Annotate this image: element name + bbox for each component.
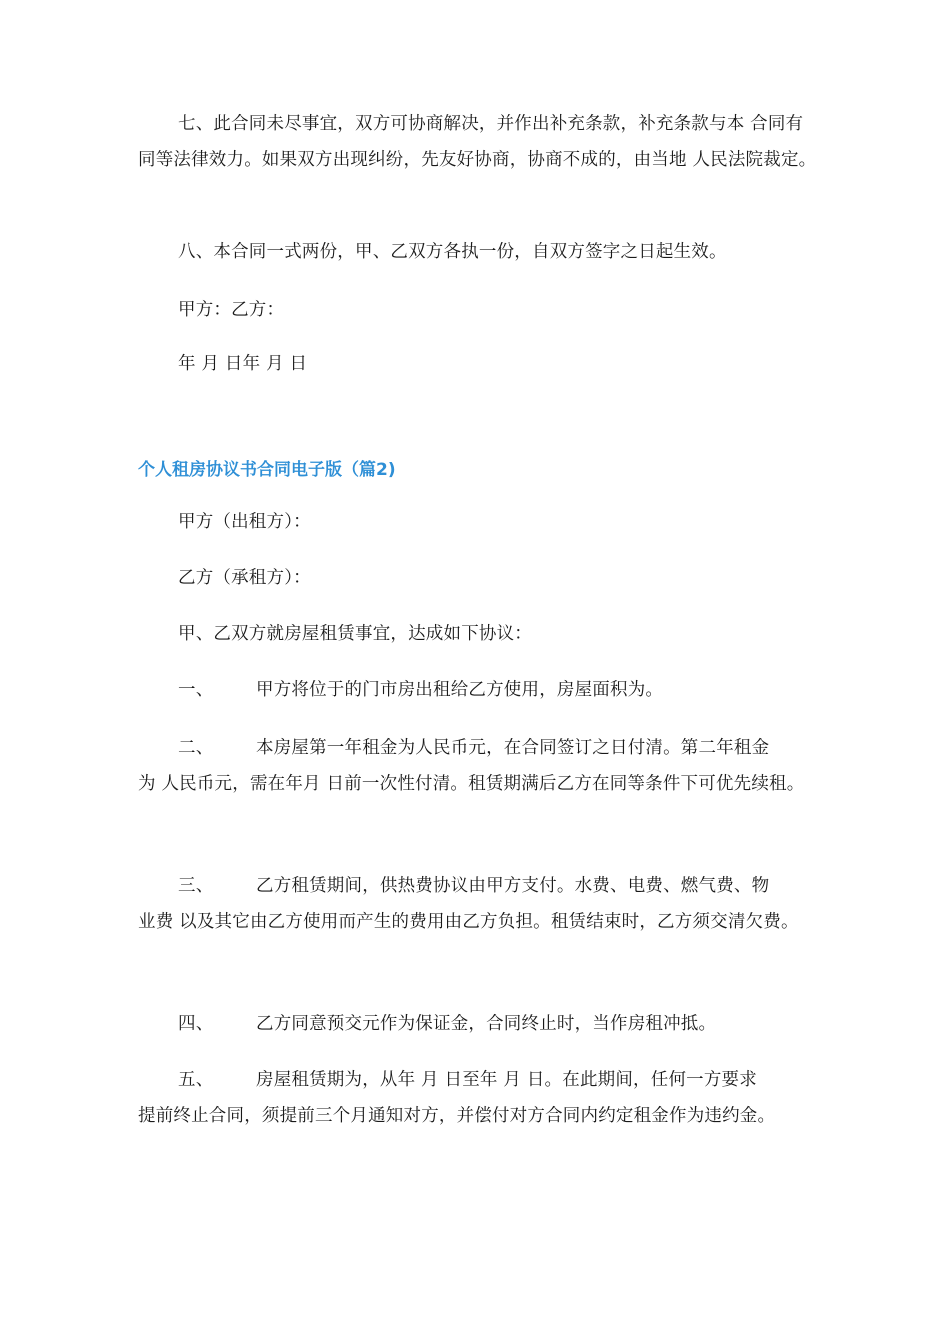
signature-dates: 年 月 日年 月 日 xyxy=(178,354,308,374)
item-two xyxy=(138,730,820,802)
item-text: 房屋租赁期为，从年 月 日至年 月 日。在此期间，任何一方要求 xyxy=(256,1070,757,1090)
item-text: 乙方同意预交元作为保证金，合同终止时，当作房租冲抵。 xyxy=(256,1014,717,1034)
item-three xyxy=(138,868,820,940)
item-number: 一、 xyxy=(178,680,214,700)
item-text: 本房屋第一年租金为人民币元，在合同签订之日付清。第二年租金 xyxy=(256,738,770,758)
item-number: 五、 xyxy=(178,1070,214,1090)
clause-seven: 七、此合同未尽事宜，双方可协商解决，并作出补充条款，补充条款与本 合同有同等法律效力。如果双方出现纠纷，先友好协商，协商不成的，由当地 人民法院裁定。 xyxy=(138,114,817,170)
agreement-intro: 甲、乙双方就房屋租赁事宜，达成如下协议： xyxy=(178,624,532,644)
item-number: 四、 xyxy=(178,1014,214,1034)
signature-parties: 甲方：乙方： xyxy=(178,300,285,320)
clause-eight: 八、本合同一式两份，甲、乙双方各执一份，自双方签字之日起生效。 xyxy=(178,242,727,262)
item-text: 乙方租赁期间，供热费协议由甲方支付。水费、电费、燃气费、物 xyxy=(256,876,770,896)
section-heading: 个人租房协议书合同电子版（篇2) xyxy=(138,460,396,480)
party-a-line: 甲方（出租方）： xyxy=(178,512,311,532)
item-text-continued: 业费 以及其它由乙方使用而产生的费用由乙方负担。租赁结束时，乙方须交清欠费。 xyxy=(138,912,799,932)
item-text-continued: 为 人民币元，需在年月 日前一次性付清。租赁期满后乙方在同等条件下可优先续租。 xyxy=(138,774,805,794)
item-number: 三、 xyxy=(178,876,214,896)
item-four xyxy=(138,1006,820,1042)
item-one xyxy=(138,672,820,708)
item-number: 二、 xyxy=(178,738,214,758)
party-b-line: 乙方（承租方）： xyxy=(178,568,311,588)
item-five xyxy=(138,1062,820,1134)
item-text-continued: 提前终止合同，须提前三个月通知对方，并偿付对方合同内约定租金作为违约金。 xyxy=(138,1106,776,1126)
item-text: 甲方将位于的门市房出租给乙方使用，房屋面积为。 xyxy=(256,680,664,700)
